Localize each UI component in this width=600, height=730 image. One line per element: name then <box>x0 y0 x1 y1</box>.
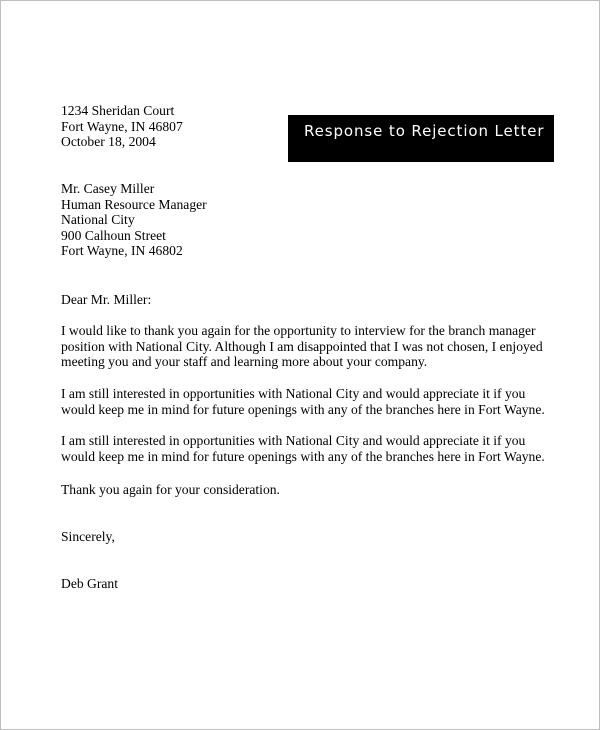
recipient-title: Human Resource Manager <box>61 196 207 212</box>
paragraph-line: Thank you again for your consideration. <box>61 482 280 497</box>
signature-name: Deb Grant <box>61 576 118 591</box>
sender-address <box>61 103 281 150</box>
salutation: Dear Mr. Miller: <box>61 292 152 307</box>
closing: Sincerely, <box>61 529 115 544</box>
recipient-name: Mr. Casey Miller <box>61 181 155 196</box>
sender-city-state-zip: Fort Wayne, IN 46807 <box>61 118 183 134</box>
sender-street: 1234 Sheridan Court <box>61 103 175 118</box>
paragraph-line: would keep me in mind for future openings with any of the branches here in Fort Wayne. <box>61 401 545 417</box>
paragraph-line: position with National City. Although I am disappointed that I was not chosen, I enjoyed <box>61 338 543 354</box>
paragraph-line: I would like to thank you again for the opportunity to interview for the branch manager <box>61 323 536 338</box>
body-paragraph <box>61 386 545 417</box>
title-badge: Response to Rejection Letter <box>288 115 554 162</box>
recipient-city-state-zip: Fort Wayne, IN 46802 <box>61 243 183 259</box>
recipient-address <box>61 181 361 259</box>
body-paragraph <box>61 323 541 370</box>
paragraph-line: I am still interested in opportunities with National City and would appreciate it if you <box>61 433 526 448</box>
body-paragraph <box>61 433 545 464</box>
recipient-company: National City <box>61 212 135 228</box>
paragraph-line: would keep me in mind for future openings with any of the branches here in Fort Wayne. <box>61 448 545 464</box>
paragraph-line: I am still interested in opportunities with National City and would appreciate it if you <box>61 386 526 401</box>
paragraph-line: meeting you and your staff and learning more about your company. <box>61 354 428 370</box>
body-paragraph <box>61 482 541 498</box>
letter-date: October 18, 2004 <box>61 134 156 150</box>
recipient-street: 900 Calhoun Street <box>61 227 166 243</box>
